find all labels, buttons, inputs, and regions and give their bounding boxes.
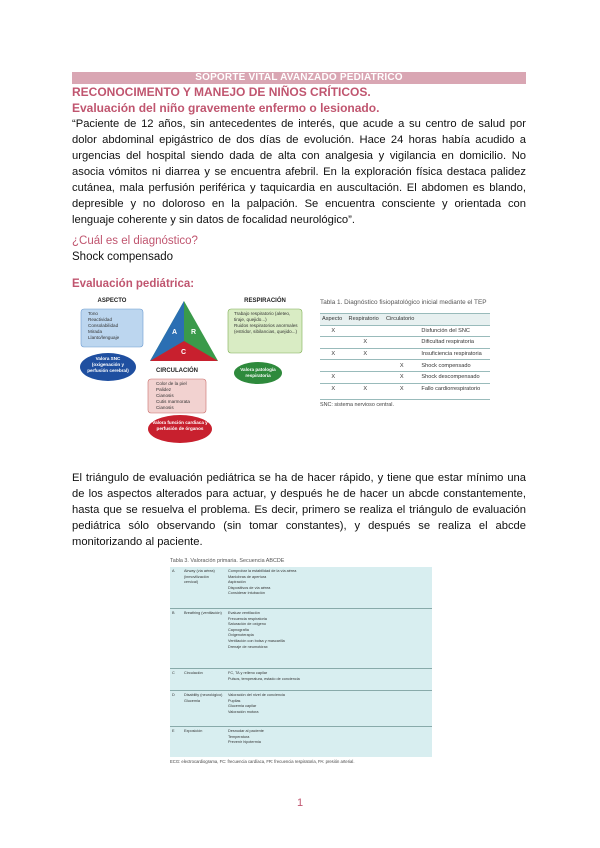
- table-item: Glucemia capilar: [228, 704, 257, 709]
- table-cell: [226, 669, 432, 690]
- table-item: Temperatura: [228, 734, 250, 739]
- table-item: Valoración del nivel de conciencia: [228, 693, 285, 697]
- valora-snc: Valora SNC (oxigenación y perfusión cerebral): [87, 356, 129, 373]
- table-item: Capnografía: [228, 627, 249, 632]
- banner-title: SOPORTE VITAL AVANZADO PEDIATRICO: [72, 72, 526, 84]
- page-number: 1: [296, 797, 304, 809]
- table-cell: X: [347, 337, 384, 349]
- table-cell: Dificultad respiratoria: [419, 337, 490, 349]
- table-item: Ventilación con bolsa y mascarilla: [228, 638, 285, 643]
- tep-table-title: Tabla 1. Diagnóstico fisiopatológico inicial mediante el TEP: [320, 299, 487, 306]
- table-item: Oxigenoterapia: [228, 633, 254, 638]
- section-subtitle-2: Evaluación del niño gravemente enfermo o lesionado.: [72, 101, 380, 115]
- table-item: Evaluar ventilación: [228, 611, 260, 615]
- aspecto-item: Reactividad: [88, 317, 113, 322]
- answer: Shock compensado: [72, 251, 174, 263]
- table-cell: X: [384, 360, 419, 372]
- table-cell: [320, 337, 347, 349]
- abcde-table: [170, 567, 432, 757]
- question: ¿Cuál es el diagnóstico?: [72, 235, 198, 247]
- table-item: Pupilas: [228, 698, 241, 703]
- table-cell: Exposición: [184, 729, 203, 733]
- table-cell: X: [320, 325, 347, 337]
- table-cell: [384, 348, 419, 360]
- table-cell: X: [320, 371, 347, 383]
- case-paragraph: “Paciente de 12 años, sin antecedentes de interés, que acude a su centro de salud por dolor abdominal epigástrico de dos días de evolución. Hace 24 horas había acudido a urgencias del hospital siendo dada de alta con analgesia y vigilancia en domicilio. No asocia vómitos ni diarrea y se encuentra afebril. En la exploración física destaca palidez cutánea, mala perfusión periférica y taquicardia en auscultación. El abdomen es blando, depresible y no doloroso en la palpación. Se encuentra consciente y orientada con lenguaje coherente y sin datos de focalidad neurológico”.: [72, 118, 526, 226]
- table-item: Dispositivos de vía aérea: [228, 585, 271, 590]
- aspecto-item: Mirada: [88, 329, 103, 334]
- table-row: [170, 567, 432, 609]
- table-cell: [347, 371, 384, 383]
- abcde-table-title: Tabla 3. Valoración primaria. Secuencia ABCDE: [170, 558, 285, 564]
- table-item: Drenaje de neumotórax: [228, 644, 268, 649]
- table-cell: [226, 727, 432, 757]
- table-cell: Airway (vía aérea) (inmovilización cervical): [184, 569, 215, 585]
- table-header: Respiratorio: [347, 314, 384, 326]
- circulacion-item: Palidez: [156, 387, 172, 392]
- table-cell: E: [172, 729, 175, 733]
- table-cell: Insuficiencia respiratoria: [419, 348, 490, 360]
- table-cell: Disability (neurológico) Glucemia: [184, 693, 223, 703]
- circulacion-item: Cianosis: [156, 405, 174, 410]
- aspecto-item: Tono: [88, 311, 98, 316]
- table-header: Aspecto: [320, 314, 347, 326]
- tep-table: [320, 313, 490, 395]
- table-item: Pulsos, temperatura, estado de conciencia: [228, 676, 300, 681]
- table-cell: X: [384, 371, 419, 383]
- letter-a: A: [172, 329, 178, 336]
- table-header: Circulatorio: [384, 314, 419, 326]
- section-subtitle: RECONOCIMENTO Y MANEJO DE NIÑOS CRÍTICOS.: [72, 85, 371, 99]
- table-cell: Disfunción del SNC: [419, 325, 490, 337]
- table-cell: X: [320, 348, 347, 360]
- aspecto-title: ASPECTO: [97, 298, 127, 304]
- table-cell: [226, 567, 432, 608]
- evaluation-heading: Evaluación pediátrica:: [72, 278, 195, 290]
- table-item: Desnudar al paciente: [228, 729, 264, 733]
- table-cell: [226, 691, 432, 726]
- table-cell: C: [172, 671, 175, 675]
- table-row: [170, 669, 432, 691]
- table-item: Maniobras de apertura: [228, 574, 267, 579]
- table-cell: X: [320, 383, 347, 395]
- abcde-table-figure: [170, 558, 432, 768]
- table-row: [170, 609, 432, 669]
- body-paragraph: El triángulo de evaluación pediátrica se ha de hacer rápido, y tiene que estar mínimo una de los aspectos alterados para actuar, y después he de hacer un abcde constantemente, hasta que se resuelva el problema. Es decir, primero se realiza el triángulo de evaluación pediátrica sólo observando (sin tomar constantes), y después se realiza el abcde monitorizando al paciente.: [72, 472, 526, 548]
- tep-table-figure: [320, 299, 490, 457]
- table-cell: A: [172, 569, 175, 573]
- letter-r: R: [191, 329, 197, 336]
- aspecto-list: [88, 311, 142, 341]
- respiracion-list: [234, 311, 300, 335]
- aspecto-item: Consolabilidad: [88, 323, 119, 328]
- table-row: [320, 360, 490, 372]
- circulacion-title: CIRCULACIÓN: [156, 368, 198, 374]
- respiracion-item: Ruidos respiratorios anormales (estridor, sibilancias, quejido...): [234, 323, 298, 334]
- respiracion-item: Trabajo respiratorio (aleteo, tiraje, quejido...): [234, 311, 291, 322]
- table-cell: X: [347, 383, 384, 395]
- circulacion-item: Cutis marmorata: [156, 399, 190, 404]
- table-item: Frecuencia respiratoria: [228, 616, 267, 621]
- table-row: [320, 383, 490, 395]
- table-cell: Shock compensado: [419, 360, 490, 372]
- table-cell: X: [384, 383, 419, 395]
- table-row: [320, 337, 490, 349]
- table-row: [320, 325, 490, 337]
- table-cell: [226, 609, 432, 668]
- table-row: [320, 371, 490, 383]
- table-item: Prevenir hipotermia: [228, 740, 261, 745]
- table-item: Comprobar la estabilidad de la vía aérea: [228, 569, 297, 573]
- table-cell: [384, 325, 419, 337]
- table-cell: Shock descompensado: [419, 371, 490, 383]
- table-item: Valoración motora: [228, 709, 259, 714]
- table-cell: Breathing (ventilación): [184, 611, 222, 615]
- respiracion-title: RESPIRACIÓN: [244, 298, 286, 304]
- table-item: Considerar intubación: [228, 591, 265, 596]
- table-cell: X: [347, 348, 384, 360]
- table-item: Saturación de oxígeno: [228, 622, 266, 627]
- table-cell: D: [172, 693, 175, 697]
- table-header-row: [320, 314, 490, 326]
- tep-table-footnote: SNC: sistema nervioso central.: [320, 399, 490, 408]
- table-cell: B: [172, 611, 175, 615]
- abcde-table-footnote: ECG: electrocardiograma, FC: frecuencia cardíaca, FR: frecuencia respiratoria, PA: presión arterial.: [170, 759, 355, 764]
- table-item: Aspiración: [228, 580, 246, 585]
- table-cell: Fallo cardiorrespiratorio: [419, 383, 490, 395]
- table-cell: Circulación: [184, 671, 203, 675]
- circulacion-item: Color de la piel: [156, 381, 187, 386]
- table-cell: [347, 325, 384, 337]
- table-row: [170, 691, 432, 727]
- valora-circ: Valora función cardiaca y perfusión de órganos: [152, 420, 208, 431]
- table-cell: [347, 360, 384, 372]
- aspecto-item: Llanto/lenguaje: [88, 335, 120, 340]
- table-cell: [320, 360, 347, 372]
- table-header: [419, 314, 490, 326]
- valora-resp: Valora patología respiratoria: [240, 367, 276, 378]
- table-row: [170, 727, 432, 757]
- circulacion-list: [156, 381, 206, 411]
- table-item: FC, TA y relleno capilar: [228, 671, 268, 675]
- table-row: [320, 348, 490, 360]
- triangle-figure: [78, 295, 308, 445]
- letter-c: C: [181, 349, 187, 356]
- circulacion-item: Cianosis: [156, 393, 174, 398]
- table-cell: [384, 337, 419, 349]
